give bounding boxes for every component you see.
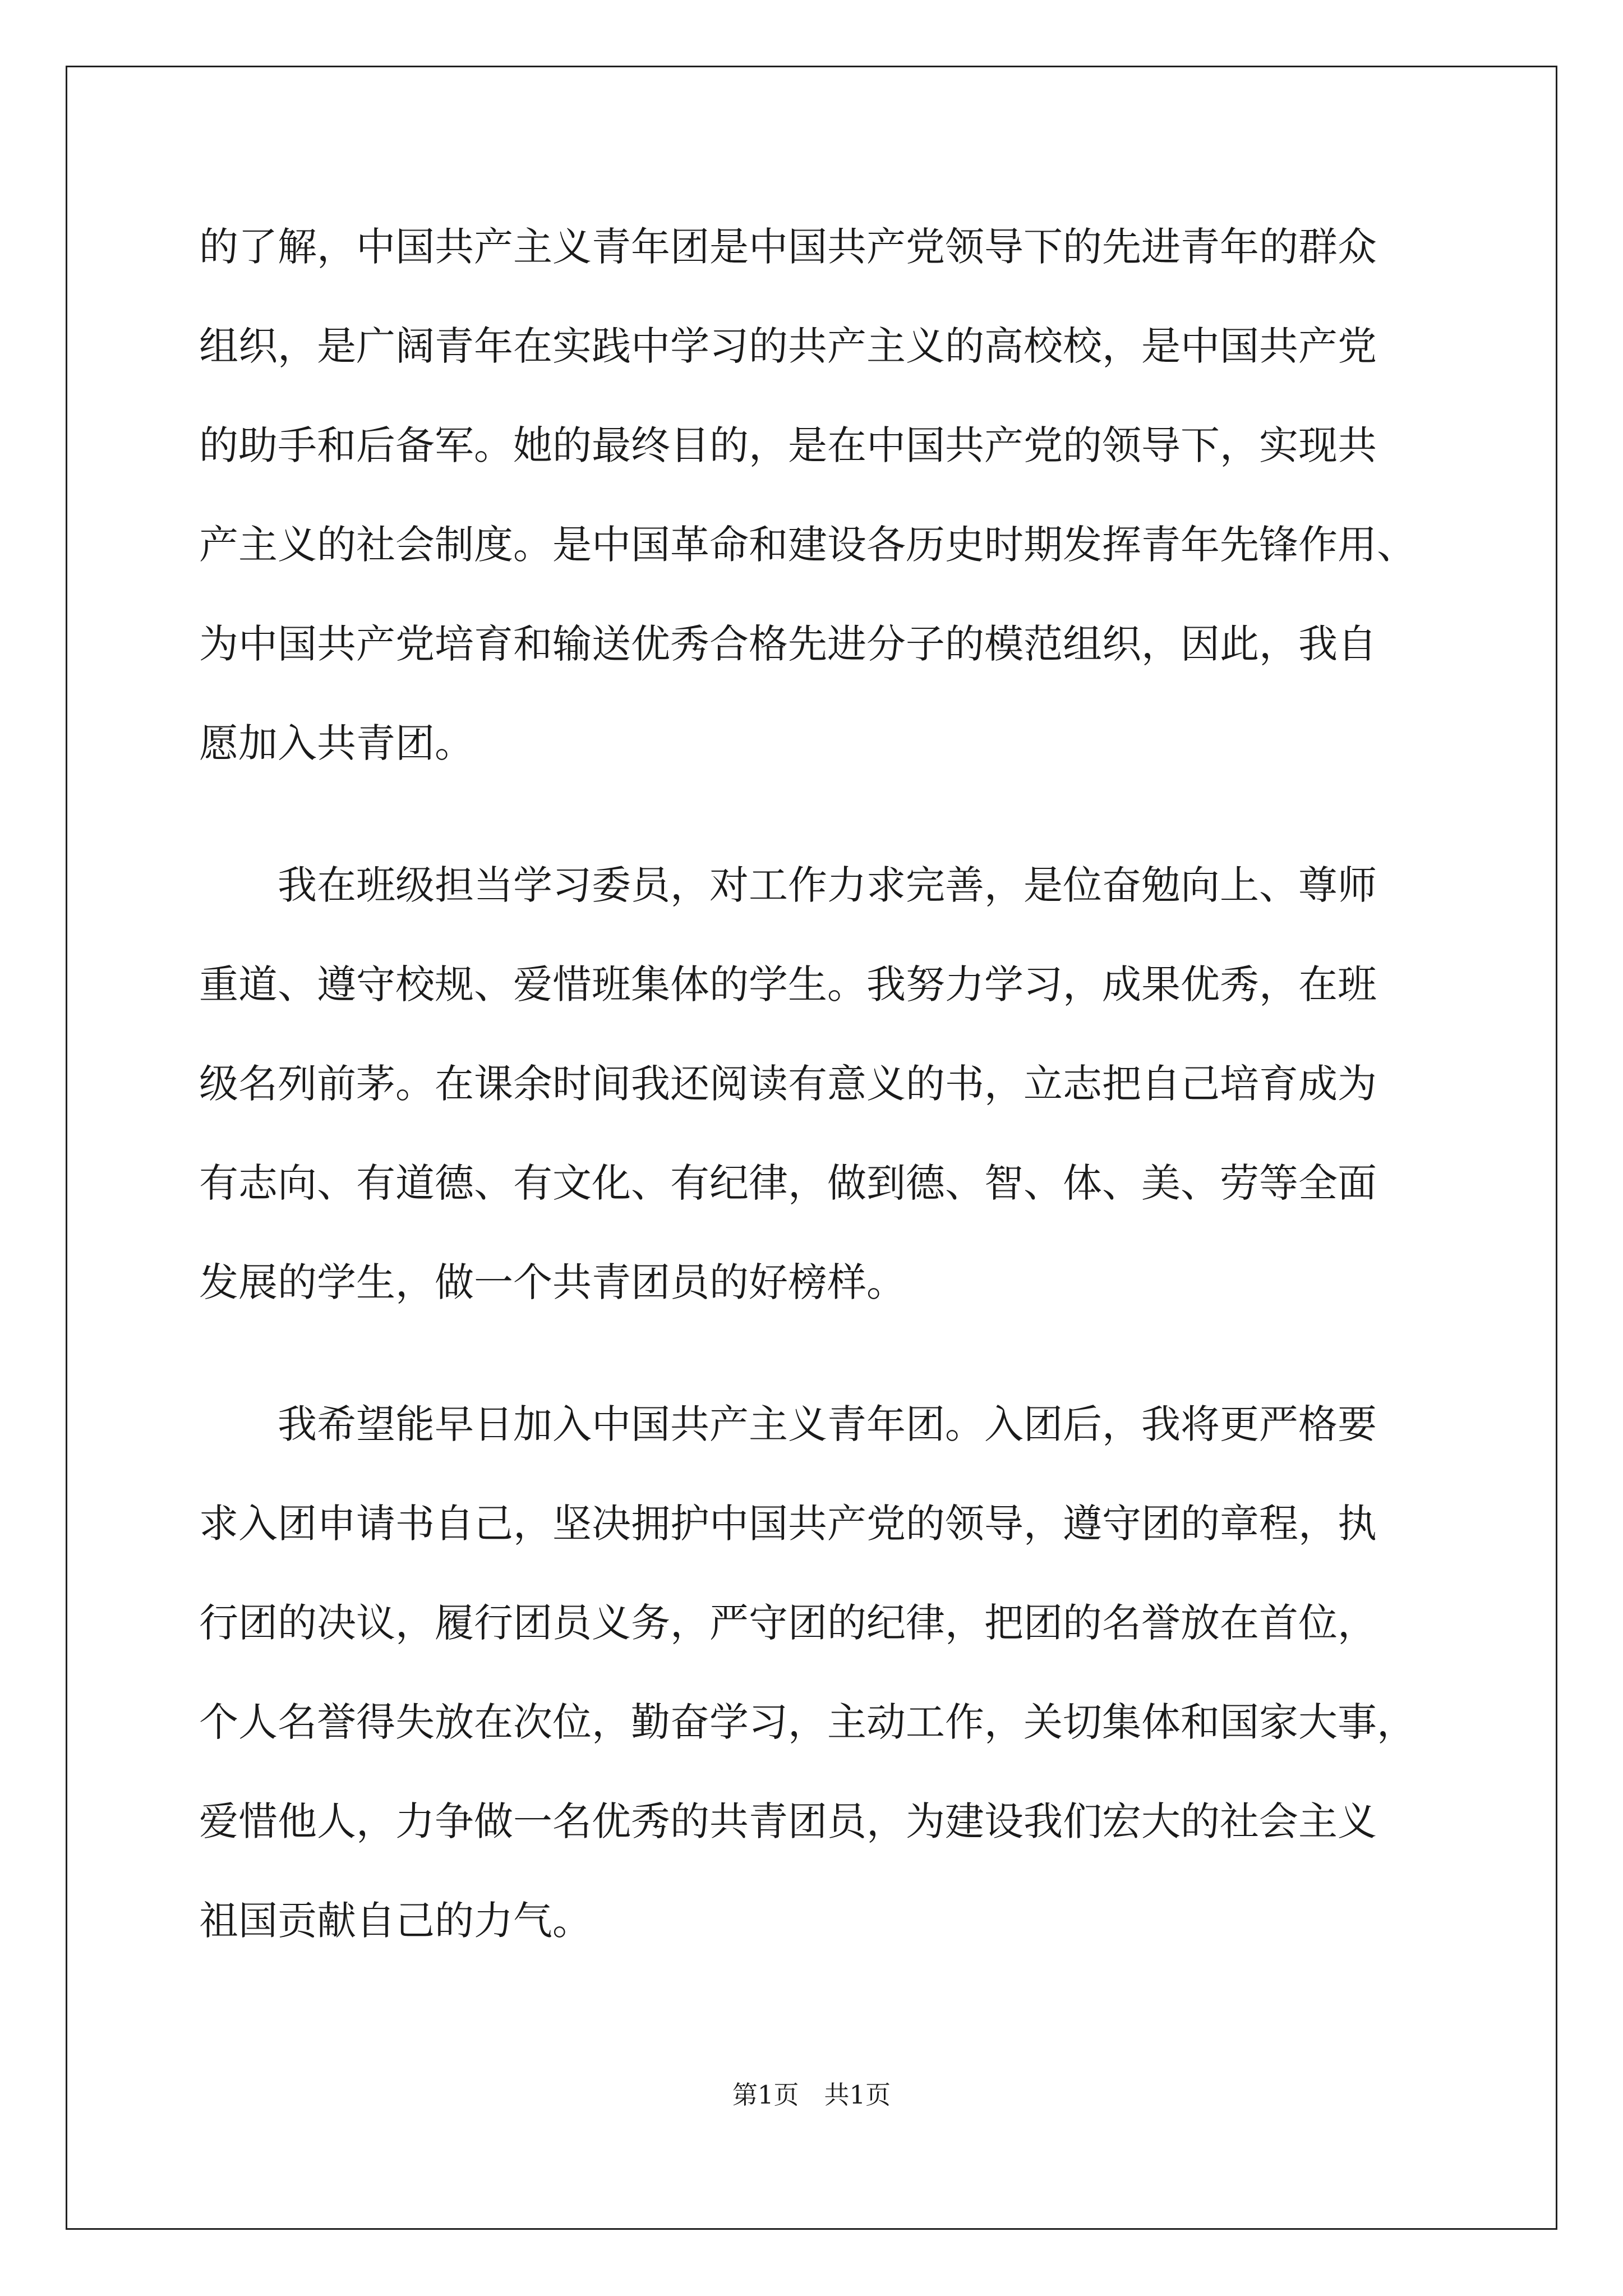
body-text-line: 愿加入共青团。	[199, 720, 474, 766]
body-text-line: 为中国共产党培育和输送优秀合格先进分子的模范组织，因此，我自	[199, 621, 1377, 667]
body-text-line: 组织，是广阔青年在实践中学习的共产主义的高校校，是中国共产党	[199, 323, 1377, 369]
body-text-line: 产主义的社会制度。是中国革命和建设各历史时期发挥青年先锋作用、	[199, 522, 1416, 568]
body-text-line: 我希望能早日加入中国共产主义青年团。入团后，我将更严格要	[199, 1401, 1377, 1447]
body-text-line: 发展的学生，做一个共青团员的好榜样。	[199, 1259, 906, 1305]
body-text-line: 的了解，中国共产主义青年团是中国共产党领导下的先进青年的群众	[199, 224, 1377, 270]
body-text-line: 祖国贡献自己的力气。	[199, 1898, 592, 1944]
body-text-line: 级名列前茅。在课余时间我还阅读有意义的书，立志把自己培育成为	[199, 1061, 1377, 1107]
body-text-line: 个人名誉得失放在次位，勤奋学习，主动工作，关切集体和国家大事，	[199, 1699, 1416, 1745]
body-text-line: 行团的决议，履行团员义务，严守团的纪律，把团的名誉放在首位，	[199, 1600, 1377, 1646]
body-text-line: 爱惜他人，力争做一名优秀的共青团员，为建设我们宏大的社会主义	[199, 1798, 1377, 1844]
body-text-line: 求入团申请书自己，坚决拥护中国共产党的领导，遵守团的章程，执	[199, 1501, 1377, 1547]
body-text-line: 我在班级担当学习委员，对工作力求完善，是位奋勉向上、尊师	[199, 862, 1377, 908]
page-number-footer: 第1页 共1页	[732, 2080, 891, 2110]
body-text-line: 重道、遵守校规、爱惜班集体的学生。我努力学习，成果优秀，在班	[199, 961, 1377, 1007]
body-text-line: 的助手和后备军。她的最终目的，是在中国共产党的领导下，实现共	[199, 422, 1377, 468]
body-text-line: 有志向、有道德、有文化、有纪律，做到德、智、体、美、劳等全面	[199, 1160, 1377, 1206]
